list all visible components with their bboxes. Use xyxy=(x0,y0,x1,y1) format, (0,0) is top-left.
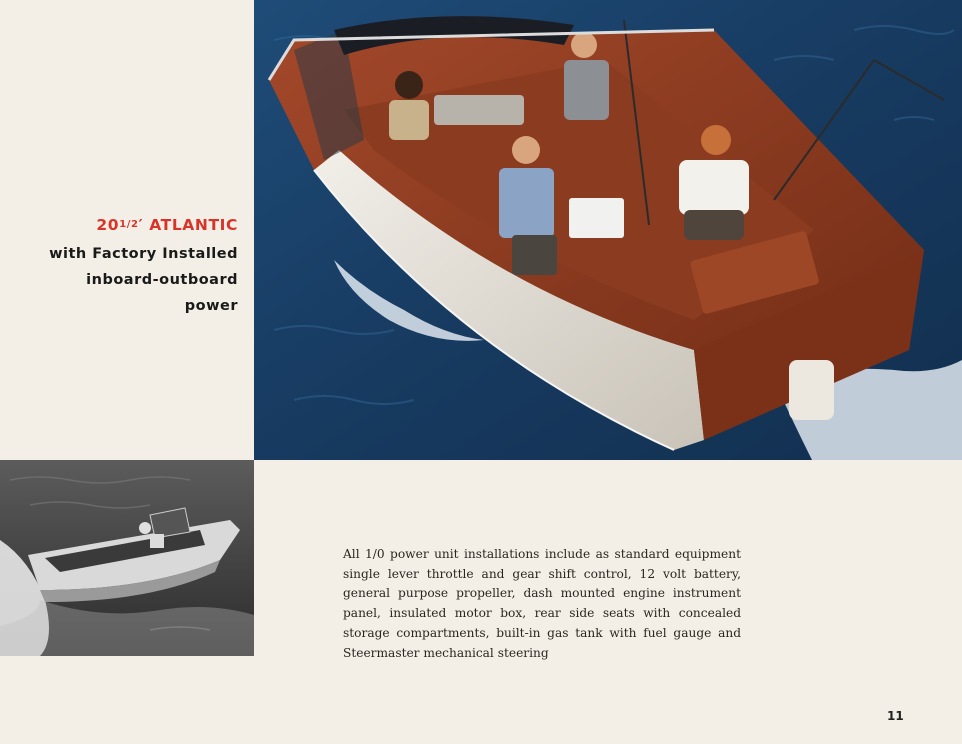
headline-line-2: with Factory Installed xyxy=(49,246,238,262)
page-number: 11 xyxy=(887,709,904,723)
title-prime: ′ xyxy=(138,216,144,234)
outdrive-unit xyxy=(789,360,834,420)
headline-line-3: inboard-outboard xyxy=(86,272,238,288)
secondary-boat-photo xyxy=(0,460,254,656)
main-boat-photo xyxy=(254,0,962,460)
title-name: ATLANTIC xyxy=(149,216,238,234)
main-boat-illustration xyxy=(254,0,962,460)
headline-title xyxy=(0,212,238,241)
title-number: 20 xyxy=(96,216,120,234)
headline-line-4: power xyxy=(184,298,238,314)
headline-block xyxy=(0,212,238,319)
dashboard xyxy=(434,95,524,125)
title-fraction: 1/2 xyxy=(119,219,139,230)
cooler xyxy=(569,198,624,238)
body-paragraph: All 1/0 power unit installations include as standard equipment single lever throttle and gear shift control, 12 volt battery, general purpose propeller, dash mounted engine instrument panel, insulated motor box, rear side seats with concealed storage compartments, built-in gas tank with fuel gauge and Steermaster mechanical steering xyxy=(343,547,741,660)
secondary-boat-illustration xyxy=(0,460,254,656)
